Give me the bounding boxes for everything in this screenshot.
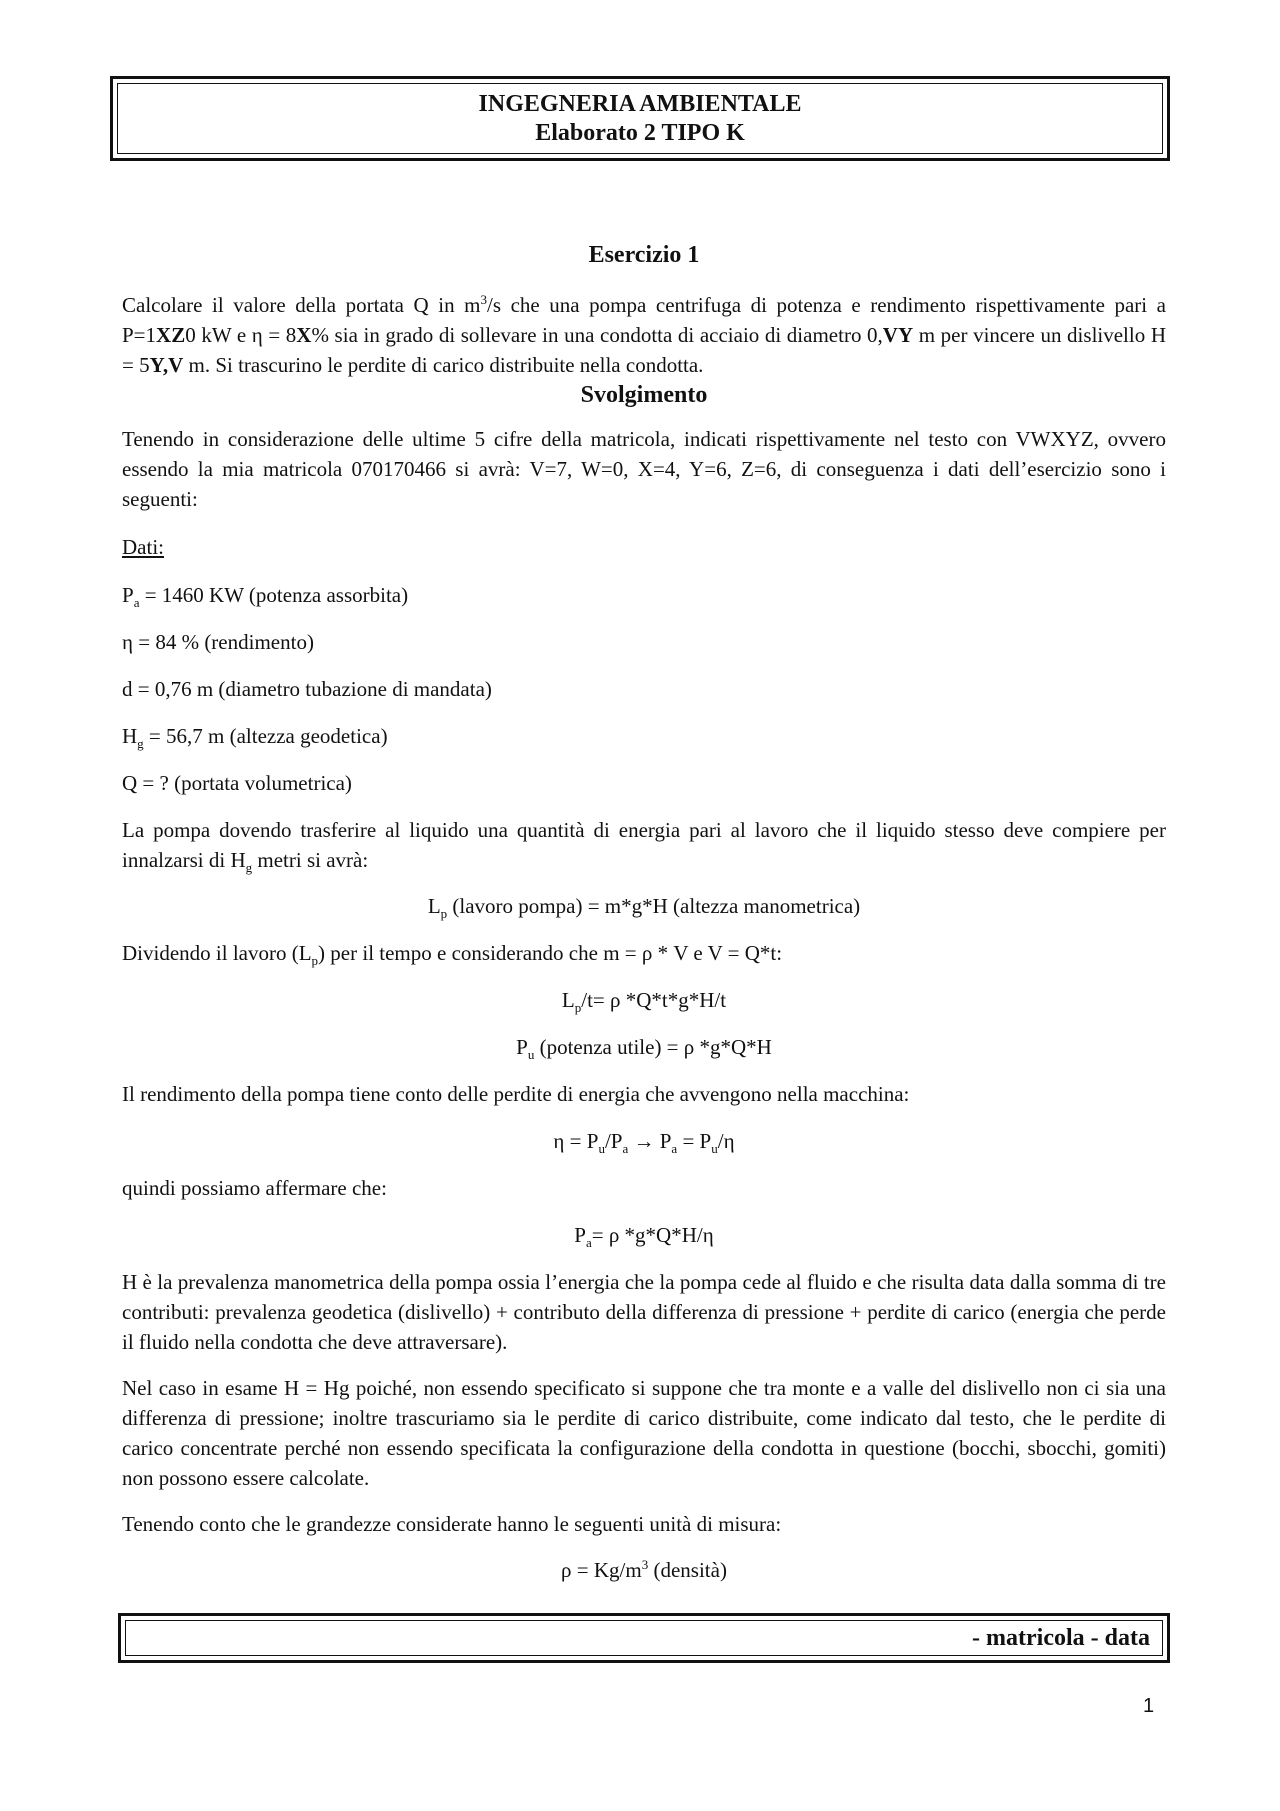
pa-symbol: P <box>122 583 134 607</box>
f3-sub: u <box>527 1047 535 1063</box>
exercise-statement <box>122 290 1166 380</box>
f4-sub2: a <box>622 1141 629 1157</box>
statement-b4: Y,V <box>149 353 184 377</box>
div-text-a: Dividendo il lavoro (L <box>122 941 312 965</box>
paragraph-caso: Nel caso in esame H = Hg poiché, non essendo specificato si suppone che tra monte e a valle del dislivello non ci sia una differenza di pressione; inoltre trascuriamo sia le perdite di carico distribuite, come indicato dal testo, che le perdite di carico concentrate perché non essendo specificata la configurazione della condotta in questione (bocchi, sbocchi, gomiti) non possono essere calcolate. <box>122 1376 1166 1490</box>
solution-title: Svolgimento <box>580 382 708 408</box>
f4-a: η = P <box>553 1129 599 1153</box>
pompa-subscript: g <box>245 860 253 876</box>
f4-sub3: a <box>671 1141 678 1157</box>
footer-inner <box>125 1620 1163 1656</box>
statement-t6: m. Si trascurino le perdite di carico distribuite nella condotta. <box>183 353 704 377</box>
formula-densita <box>122 1555 1166 1585</box>
footer-box <box>118 1613 1170 1663</box>
f4-d: = P <box>677 1129 712 1153</box>
f6-a: ρ = Kg/m <box>561 1558 642 1582</box>
data-eta: η = 84 % (rendimento) <box>122 630 314 654</box>
statement-t4: % sia in grado di sollevare in una condotta di acciaio di diametro 0, <box>311 323 883 347</box>
exercise-title: Esercizio 1 <box>588 242 700 268</box>
data-q: Q = ? (portata volumetrica) <box>122 771 352 795</box>
statement-b3: VY <box>882 323 914 347</box>
f4-c: → P <box>628 1129 672 1153</box>
pa-subscript: a <box>133 595 140 611</box>
formula-lp-t <box>122 985 1166 1015</box>
statement-b2: X <box>296 323 312 347</box>
header-inner <box>117 83 1163 154</box>
hg-symbol: H <box>122 724 138 748</box>
f3-b: (potenza utile) = ρ *g*Q*H <box>534 1035 772 1059</box>
statement-t1-sup: 3 <box>480 292 488 307</box>
formula-pa <box>122 1220 1166 1250</box>
statement-t5: m per vincere un dislivello H = 5 <box>122 323 1166 377</box>
formula-pu <box>122 1032 1166 1062</box>
f2-b: /t= ρ *Q*t*g*H/t <box>581 988 727 1012</box>
paragraph-rendimento: Il rendimento della pompa tiene conto delle perdite di energia che avvengono nella macchina: <box>122 1082 910 1106</box>
data-pa <box>122 580 1166 610</box>
div-subscript: p <box>311 953 319 969</box>
page-number: 1 <box>1143 1695 1155 1717</box>
statement-b1: XZ <box>156 323 186 347</box>
f6-b: (densità) <box>648 1558 727 1582</box>
hg-text: = 56,7 m (altezza geodetica) <box>143 724 388 748</box>
hg-subscript: g <box>137 736 144 752</box>
f4-b: /P <box>604 1129 623 1153</box>
f3-a: P <box>516 1035 528 1059</box>
f1-sub: p <box>440 906 448 922</box>
data-label: Dati: <box>122 535 164 559</box>
f1-b: (lavoro pompa) = m*g*H (altezza manometrica) <box>447 894 861 918</box>
f5-b: = ρ *g*Q*H/η <box>591 1223 714 1247</box>
footer-label: - matricola - data <box>972 1624 1150 1651</box>
header-box <box>110 76 1170 161</box>
solution-intro: Tenendo in considerazione delle ultime 5 cifre della matricola, indicati rispettivamente nel testo con VWXYZ, ovvero essendo la mia matricola 070170466 si avrà: V=7, W=0, X=4, Y=6, Z=6, di conseguenza i dati dell’esercizio sono i seguenti: <box>122 427 1166 511</box>
pompa-text-b: metri si avrà: <box>252 848 369 872</box>
paragraph-dividendo <box>122 938 1166 968</box>
document-subtitle: Elaborato 2 TIPO K <box>535 119 745 146</box>
document-title: INGEGNERIA AMBIENTALE <box>478 90 802 117</box>
pa-text: = 1460 KW (potenza assorbita) <box>139 583 409 607</box>
paragraph-unita: Tenendo conto che le grandezze considerate hanno le seguenti unità di misura: <box>122 1512 782 1536</box>
statement-t2: /s che una pompa centrifuga di potenza e rendimento rispettivamente pari a P=1 <box>122 293 1166 347</box>
f4-sub4: u <box>711 1141 718 1157</box>
data-d: d = 0,76 m (diametro tubazione di mandata) <box>122 677 492 701</box>
f4-e: /η <box>717 1129 735 1153</box>
formula-lavoro <box>122 891 1166 921</box>
statement-t3: 0 kW e η = 8 <box>185 323 297 347</box>
f5-a: P <box>574 1223 586 1247</box>
f2-a: L <box>561 988 575 1012</box>
document-body <box>122 240 1166 1585</box>
f4-sub1: u <box>598 1141 605 1157</box>
statement-t1: Calcolare il valore della portata Q in m <box>122 293 481 317</box>
paragraph-quindi: quindi possiamo affermare che: <box>122 1176 387 1200</box>
data-hg <box>122 721 1166 751</box>
div-text-b: ) per il tempo e considerando che m = ρ * V e V = Q*t: <box>318 941 783 965</box>
formula-eta <box>122 1126 1166 1156</box>
pompa-text-a: La pompa dovendo trasferire al liquido una quantità di energia pari al lavoro che il liquido stesso deve compiere per innalzarsi di H <box>122 818 1166 872</box>
f6-sup: 3 <box>641 1557 649 1572</box>
f5-sub: a <box>585 1235 592 1251</box>
f1-a: L <box>427 894 441 918</box>
paragraph-prevalenza: H è la prevalenza manometrica della pompa ossia l’energia che la pompa cede al fluido e che risulta data dalla somma di tre contributi: prevalenza geodetica (dislivello) + contributo della differenza di pressione + perdite di carico (energia che perde il fluido nella condotta che deve attraversare). <box>122 1270 1166 1354</box>
paragraph-pompa <box>122 815 1166 875</box>
f2-sub: p <box>574 1000 582 1016</box>
